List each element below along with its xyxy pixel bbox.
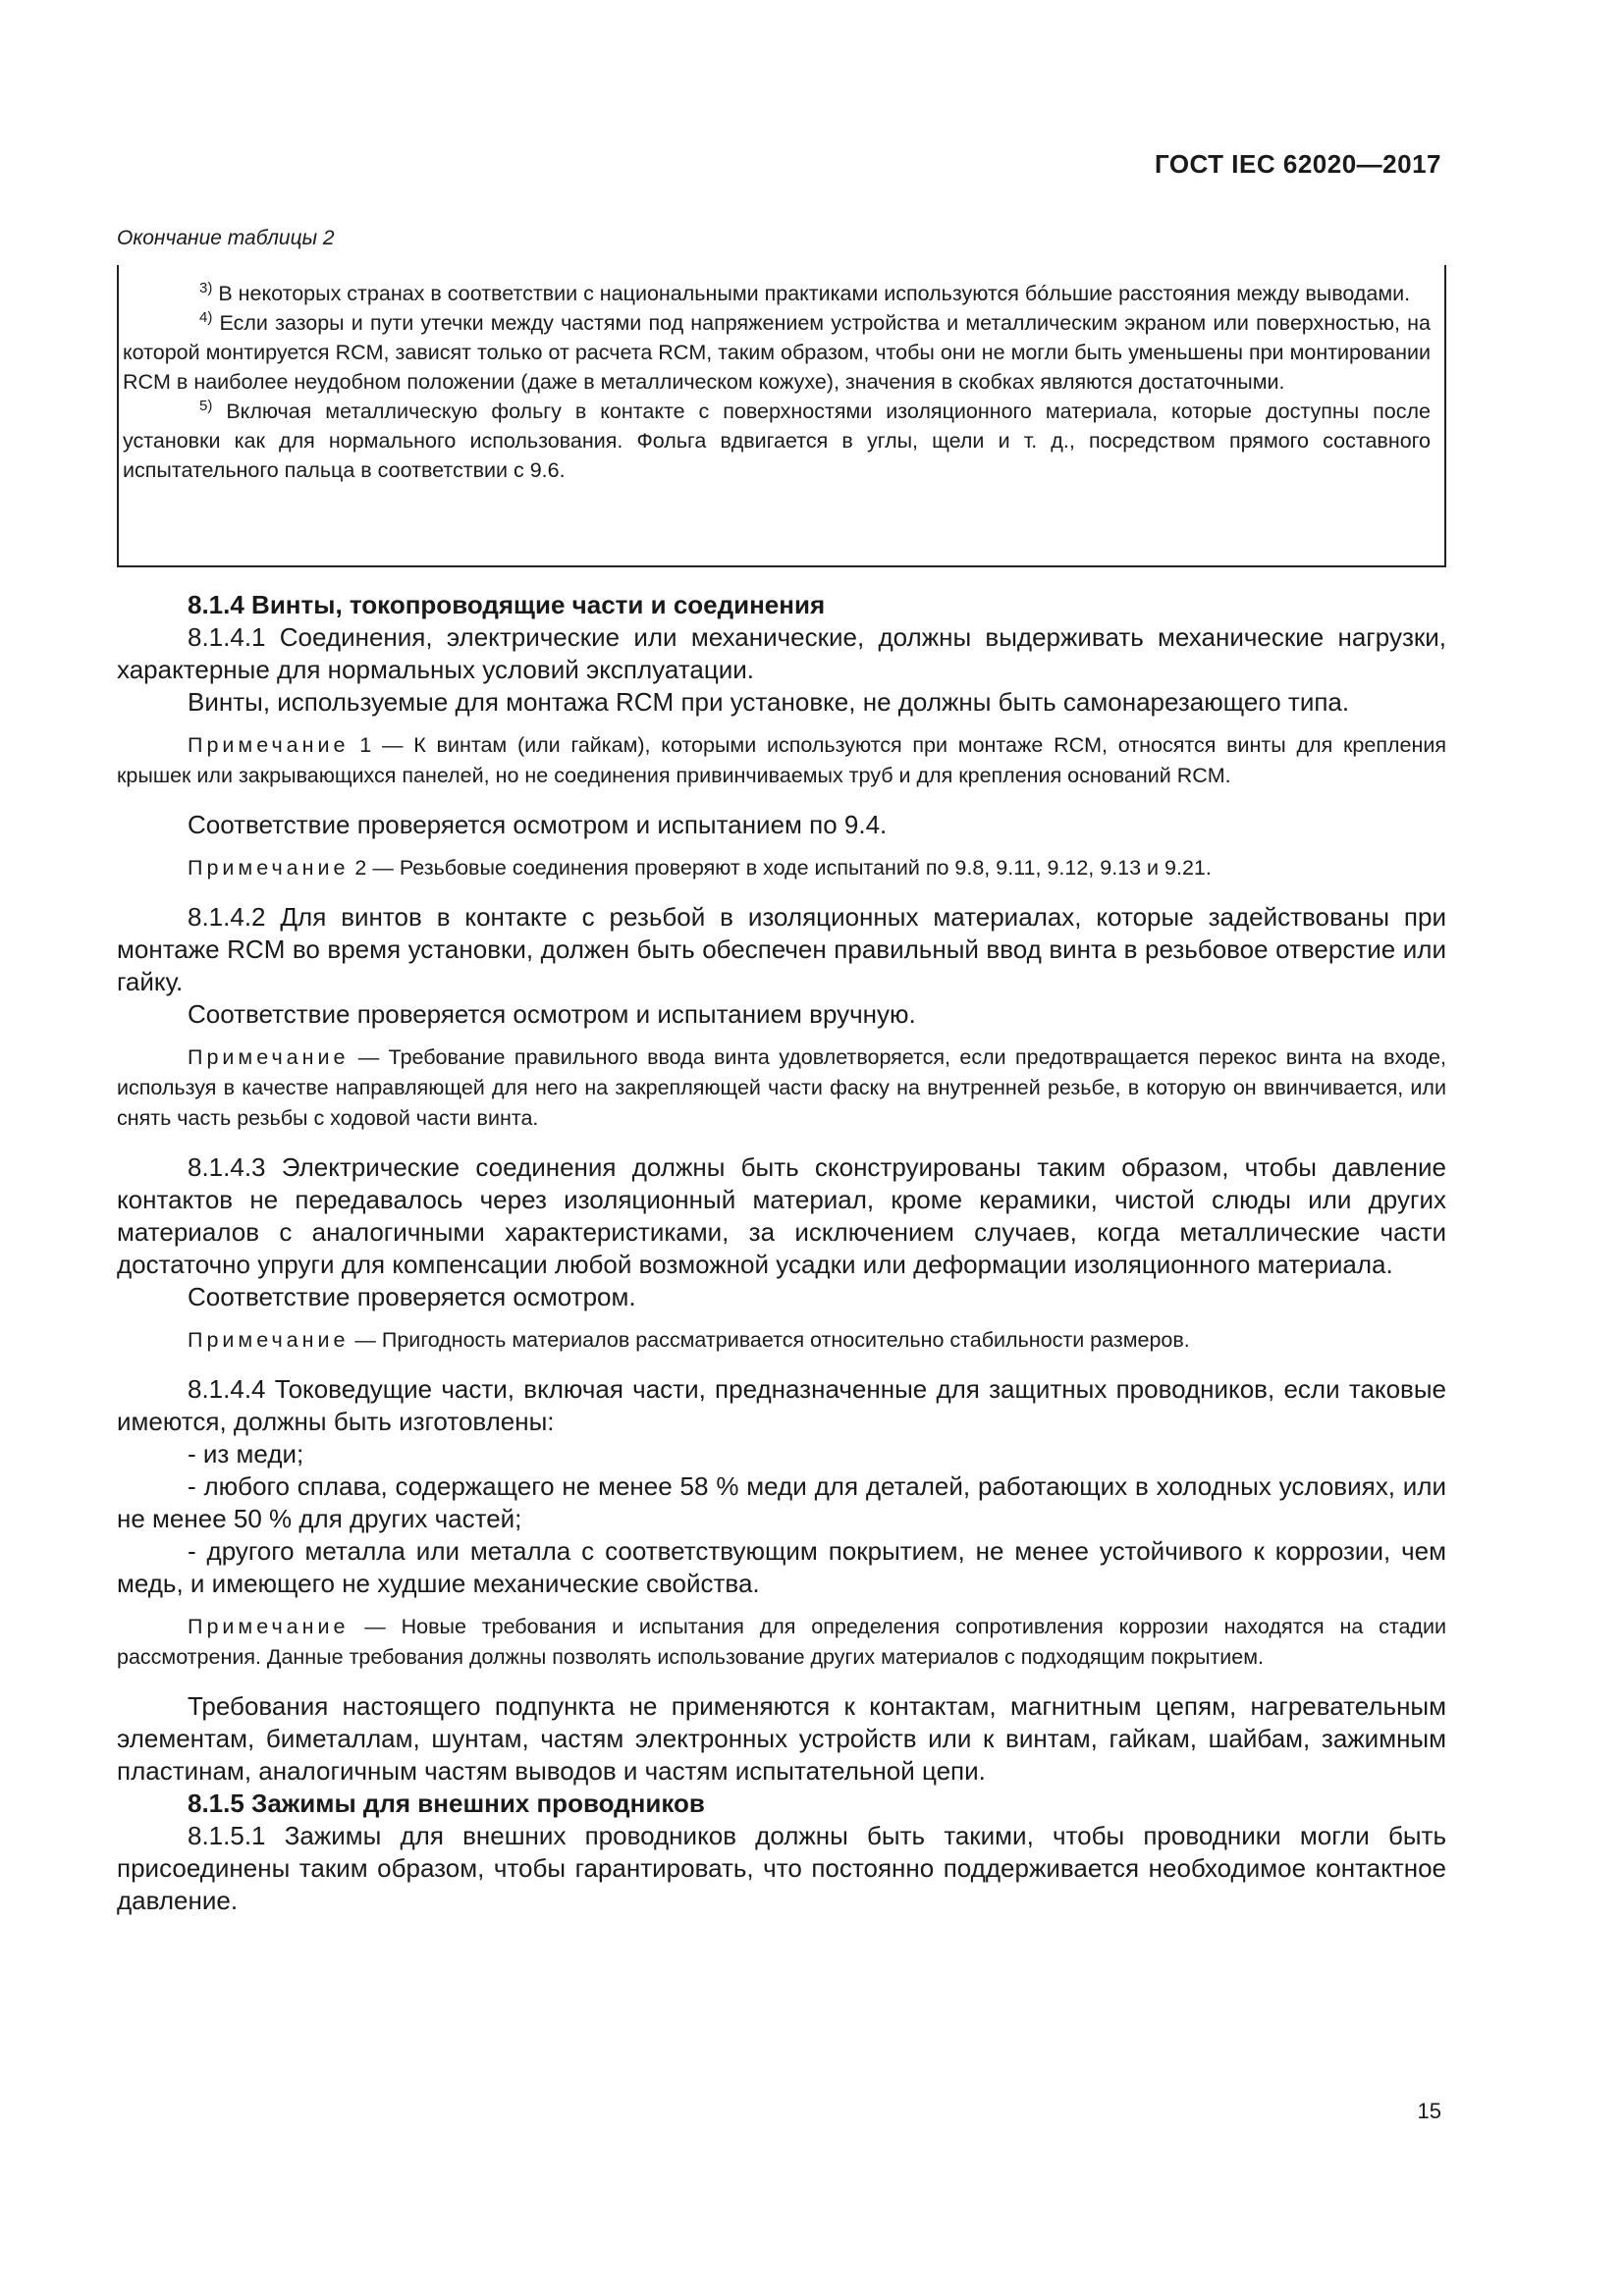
note-2 xyxy=(117,853,1446,883)
footnote-text: Если зазоры и пути утечки между частями под напряжением устройства и металлическим экраном или поверхностью, на которой монтируется RCM, зависят только от расчета RCM, таким образом, чтобы они не могли быть уменьшены при монтировании RCM в наиболее неудобном положении (даже в металлическом кожухе), значения в скобках являются достаточными. xyxy=(123,311,1431,394)
footnote-text: В некоторых странах в соответствии с национальными практиками используются бóльшие расстояния между выводами. xyxy=(218,282,1411,305)
note-label: Примечание xyxy=(188,733,350,757)
footnote-mark: 5) xyxy=(199,397,213,414)
footnote-text: Включая металлическую фольгу в контакте с поверхностями изоляционного материала, которые доступны после установки как для нормального использования. Фольга вдвигается в углы, щели и т. д., посредством прямого составного испытательного пальца в соответствии с 9.6. xyxy=(123,400,1431,482)
footnote-mark: 4) xyxy=(199,308,213,326)
paragraph-8-1-4-3: 8.1.4.3 Электрические соединения должны быть сконструированы таким образом, чтобы давление контактов не передавалось через изоляционный материал, кроме керамики, чистой слюды или других материалов с аналогичными характеристиками, за исключением случаев, когда металлические части достаточно упруги для компенсации любой возможной усадки или деформации изоляционного материала. xyxy=(117,1152,1446,1279)
paragraph-8-1-4-1: 8.1.4.1 Соединения, электрические или механические, должны выдерживать механические нагрузки, характерные для нормальных условий эксплуатации. xyxy=(117,622,1446,684)
note-4 xyxy=(117,1325,1446,1356)
paragraph-requirements-exclusion: Требования настоящего подпункта не применяются к контактам, магнитным цепям, нагревательным элементам, биметаллам, шунтам, частям электронных устройств или к винтам, гайкам, шайбам, зажимным пластинам, аналогичным частям выводов и частям испытательной цепи. xyxy=(117,1691,1446,1786)
footnote-5 xyxy=(123,397,1431,485)
note-1 xyxy=(117,730,1446,791)
note-text: — Требование правильного ввода винта удовлетворяется, если предотвращается перекос винта на входе, используя в качестве направляющей для него на закрепляющей части фаску на внутренней резьбе, в которую он ввинчивается, или снять часть резьбы с ходовой части винта. xyxy=(117,1045,1446,1130)
section-heading-8-1-5: 8.1.5 Зажимы для внешних проводников xyxy=(188,1789,705,1818)
paragraph-8-1-4-2: 8.1.4.2 Для винтов в контакте с резьбой в изоляционных материалах, которые задействованы при монтаже RCM во время установки, должен быть обеспечен правильный ввод винта в резьбовое отверстие или гайку. xyxy=(117,902,1446,996)
page-number: 15 xyxy=(1417,2099,1441,2123)
footnote-mark: 3) xyxy=(199,279,213,296)
paragraph-8-1-4-4: 8.1.4.4 Токоведущие части, включая части, предназначенные для защитных проводников, если таковые имеются, должны быть изготовлены: xyxy=(117,1374,1446,1436)
document-header: ГОСТ IEC 62020—2017 xyxy=(1154,149,1441,179)
note-text: 1 — К винтам (или гайкам), которыми используются при монтаже RCM, относятся винты для крепления крышек или закрывающихся панелей, но не соединения привинчиваемых труб и для крепления оснований RCM. xyxy=(117,733,1446,787)
note-text: 2 — Резьбовые соединения проверяют в ходе испытаний по 9.8, 9.11, 9.12, 9.13 и 9.21. xyxy=(349,856,1212,880)
paragraph-screws: Винты, используемые для монтажа RCM при установке, не должны быть самонарезающего типа. xyxy=(188,687,1350,717)
list-item: - любого сплава, содержащего не менее 58 % меди для деталей, работающих в холодных условиях, или не менее 50 % для других частей; xyxy=(117,1471,1446,1533)
section-heading-8-1-4: 8.1.4 Винты, токопроводящие части и соединения xyxy=(188,590,826,619)
note-text: — Новые требования и испытания для определения сопротивления коррозии находятся на стадии рассмотрения. Данные требования должны позволять использование других материалов с подходящим покрытием. xyxy=(117,1615,1446,1669)
document-body xyxy=(117,589,1446,1917)
note-label: Примечание xyxy=(188,1328,350,1352)
compliance-paragraph: Соответствие проверяется осмотром и испытанием по 9.4. xyxy=(188,810,888,839)
compliance-paragraph: Соответствие проверяется осмотром и испытанием вручную. xyxy=(188,999,916,1029)
footnote-3 xyxy=(123,279,1431,308)
note-3 xyxy=(117,1042,1446,1134)
note-label: Примечание xyxy=(188,856,350,880)
footnote-4 xyxy=(123,308,1431,397)
table-footnotes xyxy=(117,265,1446,567)
table-caption: Окончание таблицы 2 xyxy=(117,227,335,249)
note-label: Примечание xyxy=(188,1045,350,1069)
paragraph-8-1-5-1: 8.1.5.1 Зажимы для внешних проводников должны быть такими, чтобы проводники могли быть присоединены таким образом, чтобы гарантировать, что постоянно поддерживается необходимое контактное давление. xyxy=(117,1821,1446,1915)
list-item: - из меди; xyxy=(188,1439,304,1468)
note-label: Примечание xyxy=(188,1615,350,1638)
note-5 xyxy=(117,1612,1446,1673)
compliance-paragraph: Соответствие проверяется осмотром. xyxy=(188,1282,636,1311)
list-item: - другого металла или металла с соответствующим покрытием, не менее устойчивого к коррозии, чем медь, и имеющего не худшие механические свойства. xyxy=(117,1536,1446,1598)
note-text: — Пригодность материалов рассматривается относительно стабильности размеров. xyxy=(349,1328,1190,1352)
